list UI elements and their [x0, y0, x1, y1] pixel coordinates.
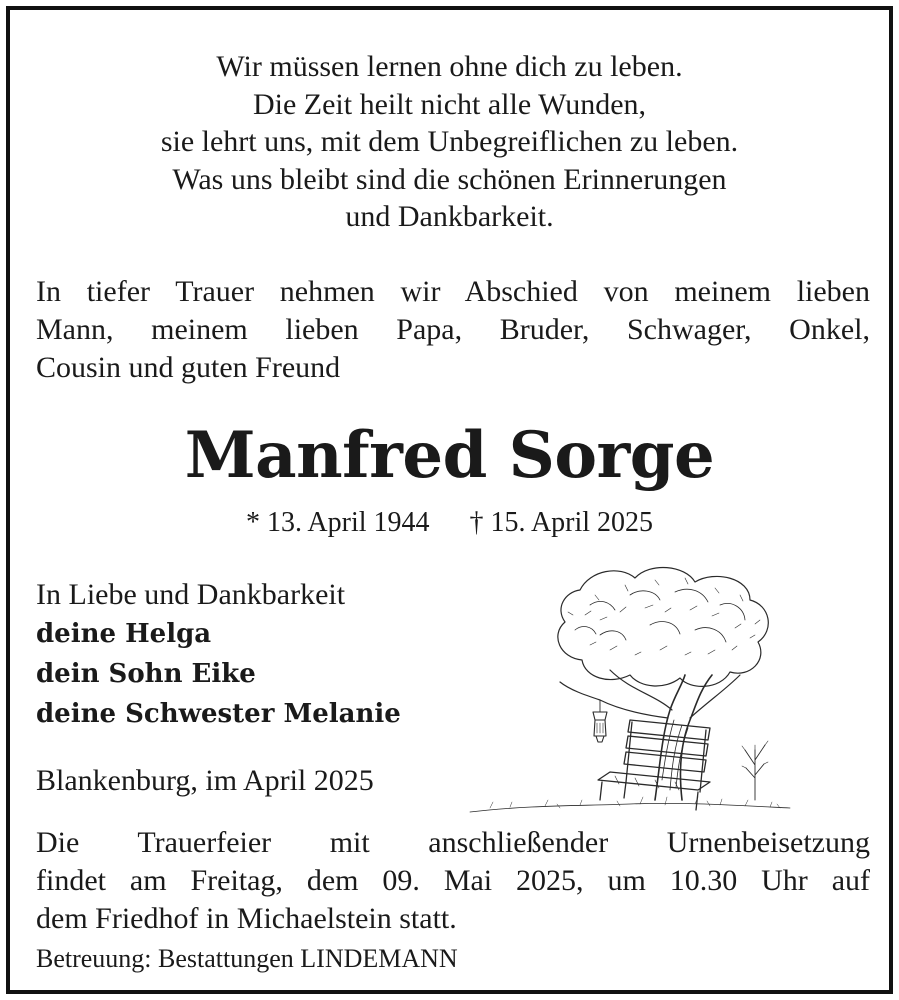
intro-line: In tiefer Trauer nehmen wir Abschied von meinem lieben: [36, 275, 870, 308]
death-date: † 15. April 2025: [469, 507, 654, 538]
poem-line: und Dankbarkeit.: [345, 200, 554, 233]
intro-line: Mann, meinem lieben Papa, Bruder, Schwager, Onkel,: [36, 313, 870, 346]
poem-line: Wir müssen lernen ohne dich zu leben.: [216, 50, 683, 83]
ceremony-line: Die Trauerfeier mit anschließender Urnenbeisetzung: [36, 826, 870, 859]
life-dates: [10, 505, 889, 541]
place-date: Blankenburg, im April 2025: [36, 764, 374, 797]
family-heading: In Liebe und Dankbarkeit: [36, 578, 346, 611]
ceremony-line: dem Friedhof in Michaelstein statt.: [36, 902, 457, 935]
family-member: deine Helga: [36, 619, 212, 649]
obituary-frame: [6, 6, 893, 994]
poem-line: Was uns bleibt sind die schönen Erinnerungen: [172, 162, 727, 196]
tree-bench-lantern-icon: [450, 550, 810, 820]
birth-date: * 13. April 1944: [245, 507, 430, 538]
poem-line: Die Zeit heilt nicht alle Wunden,: [252, 87, 647, 121]
ceremony-info: [36, 824, 870, 938]
intro-line: Cousin und guten Freund: [36, 351, 341, 384]
family-signatures: [36, 575, 401, 734]
mourning-intro: [36, 273, 870, 387]
deceased-name: Manfred Sorge: [184, 418, 715, 493]
family-member: deine Schwester Melanie: [36, 699, 401, 729]
ceremony-line: findet am Freitag, dem 09. Mai 2025, um 10.30 Uhr auf: [36, 864, 870, 897]
funeral-home-credit: Betreuung: Bestattungen LINDEMANN: [36, 944, 458, 973]
memorial-poem: [10, 48, 889, 236]
poem-line: sie lehrt uns, mit dem Unbegreiflichen zu leben.: [160, 125, 739, 158]
family-member: dein Sohn Eike: [36, 659, 256, 689]
